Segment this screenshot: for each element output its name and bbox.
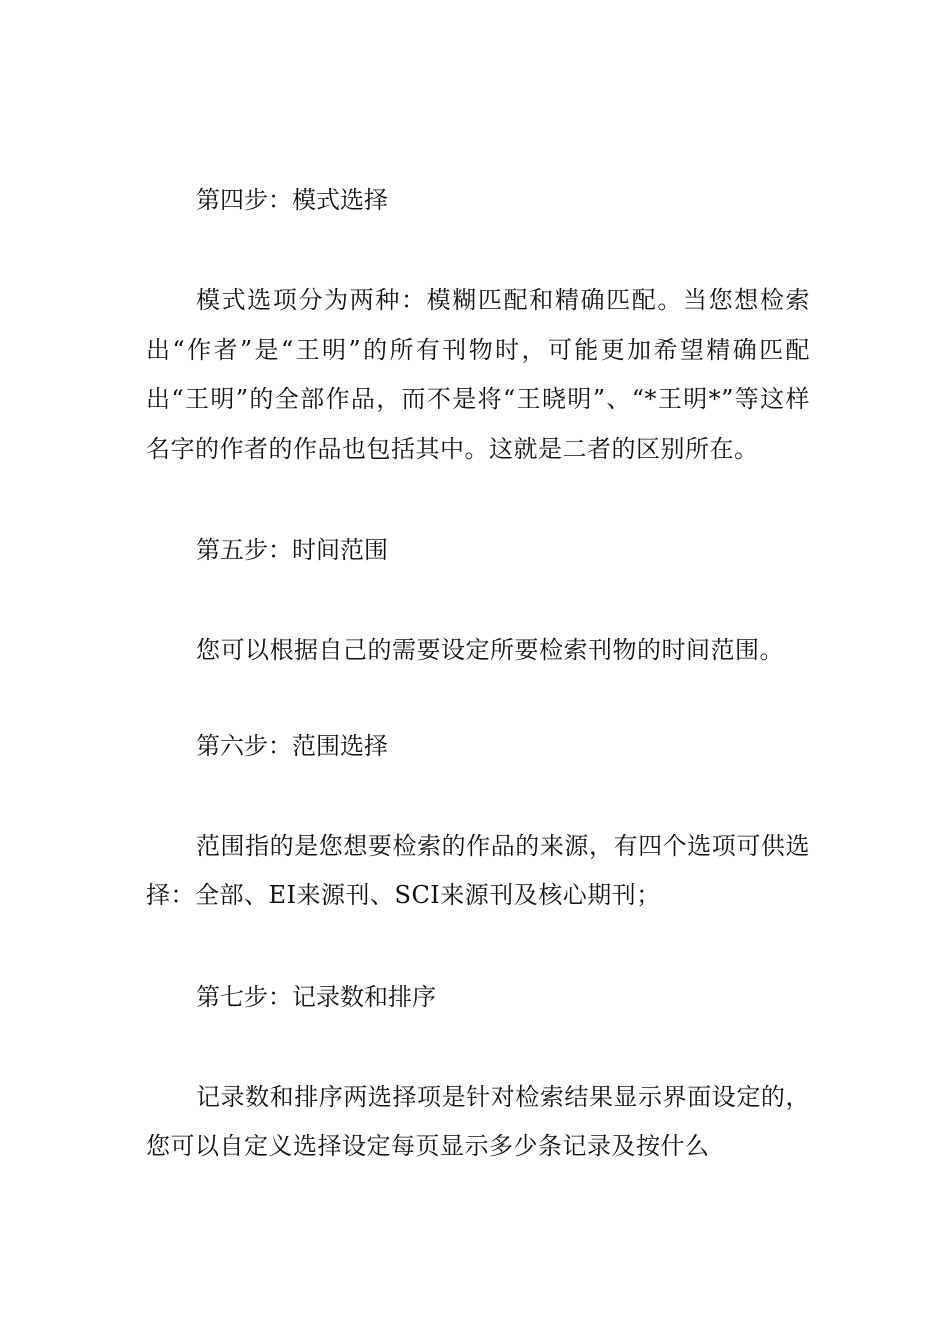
section-heading-step-7: 第七步：记录数和排序 bbox=[196, 982, 436, 1011]
section-heading-step-4: 第四步：模式选择 bbox=[196, 186, 388, 214]
section-body-step-4: 模式选项分为两种：模糊匹配和精确匹配。当您想检索出“作者”是“王明”的所有刊物时，可能更加希望精确匹配出“王明”的全部作品，而不是将“王晓明”、“*王明*”等这样名字的作者的作品也包括其中。这就是二者的区别所在。 bbox=[146, 286, 810, 463]
section-body-step-6: 范围指的是您想要检索的作品的来源，有四个选项可供选择：全部、EI来源刊、SCI来源刊及核心期刊； bbox=[146, 831, 810, 909]
section-body-step-5: 您可以根据自己的需要设定所要检索刊物的时间范围。 bbox=[196, 636, 784, 664]
section-heading-step-5: 第五步：时间范围 bbox=[196, 536, 388, 564]
section-body-step-7: 记录数和排序两选择项是针对检索结果显示界面设定的，您可以自定义选择设定每页显示多少条记录及按什么 bbox=[146, 1082, 810, 1160]
section-heading-step-6: 第六步：范围选择 bbox=[196, 731, 388, 760]
document-body bbox=[146, 178, 810, 1226]
